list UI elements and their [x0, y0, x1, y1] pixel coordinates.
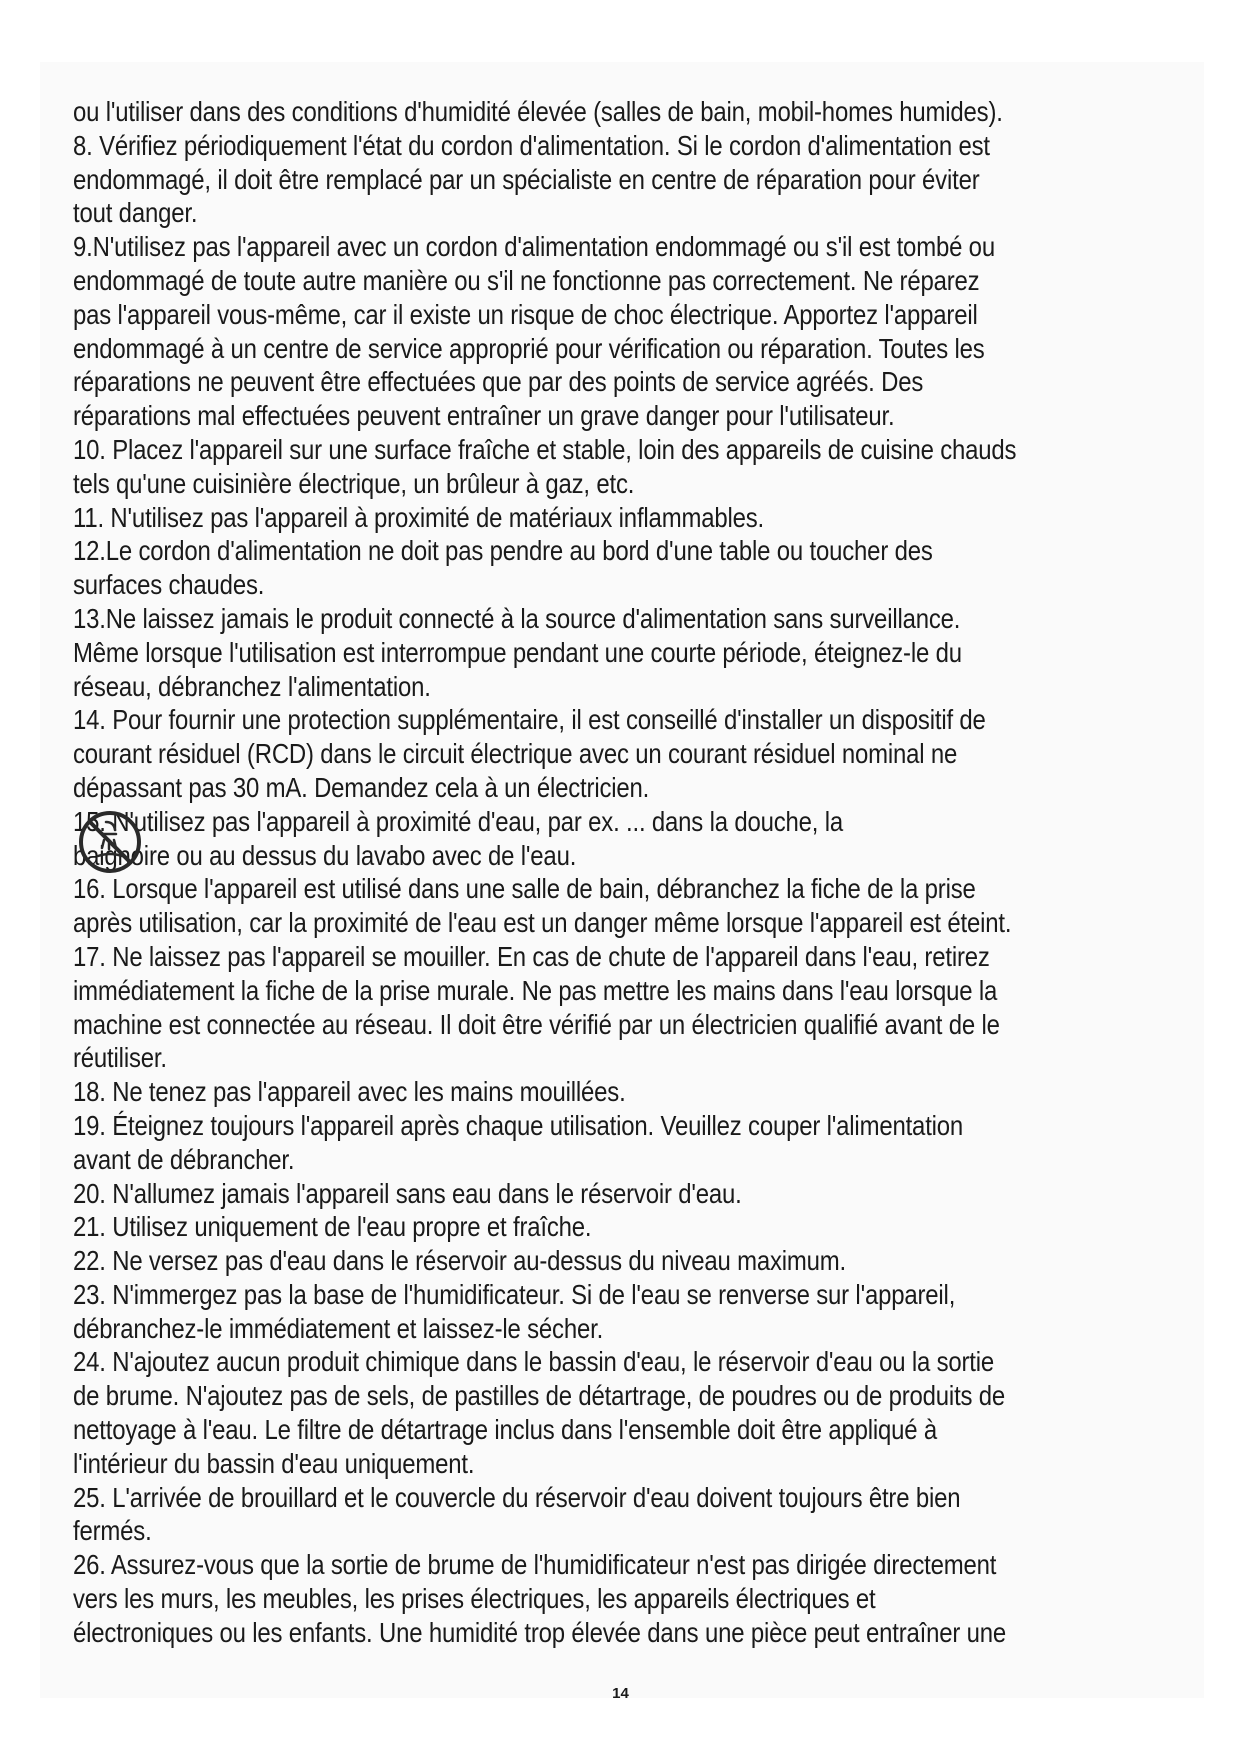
paragraph-14: 14. Pour fournir une protection supplémentaire, il est conseillé d'installer un dispositif de courant résiduel (RCD) dans le circuit électrique avec un courant résiduel nominal ne dépassant pas 30 mA. Demandez cela à un électricien.: [73, 704, 986, 803]
no-shower-icon: [76, 808, 144, 876]
paragraph-21: 21. Utilisez uniquement de l'eau propre et fraîche.: [73, 1211, 592, 1243]
paragraph-26: 26. Assurez-vous que la sortie de brume de l'humidificateur n'est pas dirigée directement vers les murs, les meubles, les prises électriques, les appareils électriques et électroniques ou les enfants. Une humidité trop élevée dans une pièce peut entraîner une: [73, 1549, 1007, 1648]
paragraph-15: 15. N'utilisez pas l'appareil à proximité d'eau, par ex. ... dans la douche, la ou au dessus du lavabo avec de l'eau.: [73, 805, 843, 871]
paragraph-9: 9.N'utilisez pas l'appareil avec un cordon d'alimentation endommagé ou s'il est tombé ou endommagé de toute autre manière ou s'il ne fonctionne pas correctement. Ne réparez pas l'appareil vous-même, car il existe un risque de choc électrique. Apportez l'appareil endommagé à un centre de service approprié pour vérification ou réparation. Toutes les réparations ne peuvent être effectuées que par des points de service agréés. Des réparations mal effectuées peuvent entraîner un grave danger pour l'utilisateur.: [73, 231, 995, 432]
paragraph-18: 18. Ne tenez pas l'appareil avec les mains mouillées.: [73, 1076, 626, 1108]
paragraph-7-continued: ou l'utiliser dans des conditions d'humidité élevée (salles de bain, mobil-homes humides).: [73, 96, 1003, 127]
paragraph-12: 12.Le cordon d'alimentation ne doit pas pendre au bord d'une table ou toucher des surfaces chaudes.: [73, 535, 933, 601]
paragraph-8: 8. Vérifiez périodiquement l'état du cordon d'alimentation. Si le cordon d'alimentation est endommagé, il doit être remplacé par un spécialiste en centre de réparation pour éviter tout danger.: [73, 129, 990, 229]
paragraph-22: 22. Ne versez pas d'eau dans le réservoir au-dessus du niveau maximum.: [73, 1245, 847, 1277]
paragraph-25: 25. L'arrivée de brouillard et le couvercle du réservoir d'eau doivent toujours être bien fermés.: [73, 1481, 961, 1547]
paragraph-13: 13.Ne laissez jamais le produit connecté à la source d'alimentation sans surveillance. Même lorsque l'utilisation est interrompue pendant une courte période, éteignez-le du réseau, débranchez l'alimentation.: [73, 602, 962, 702]
paragraph-17: 17. Ne laissez pas l'appareil se mouiller. En cas de chute de l'appareil dans l'eau, retirez immédiatement la fiche de la prise murale. Ne pas mettre les mains dans l'eau lorsque la machine est connectée au réseau. Il doit être vérifié par un électricien qualifié avant de le réutiliser.: [73, 940, 1000, 1074]
paragraph-11: 11. N'utilisez pas l'appareil à proximité de matériaux inflammables.: [73, 501, 765, 533]
page-number: 14: [612, 1685, 629, 1702]
safety-instructions-text: [73, 95, 1039, 1650]
paragraph-19: 19. Éteignez toujours l'appareil après chaque utilisation. Veuillez couper l'alimentation avant de débrancher.: [73, 1109, 964, 1175]
paragraph-10: 10. Placez l'appareil sur une surface fraîche et stable, loin des appareils de cuisine chauds tels qu'une cuisinière électrique, un brûleur à gaz, etc.: [73, 433, 1017, 499]
paragraph-16: 16. Lorsque l'appareil est utilisé dans une salle de bain, débranchez la fiche de la prise après utilisation, car la proximité de l'eau est un danger même lorsque l'appareil est éteint.: [73, 873, 1012, 939]
paragraph-23: 23. N'immergez pas la base de l'humidificateur. Si de l'eau se renverse sur l'appareil, débranchez-le immédiatement et laissez-le sécher.: [73, 1278, 956, 1344]
paragraph-20: 20. N'allumez jamais l'appareil sans eau dans le réservoir d'eau.: [73, 1177, 742, 1209]
paragraph-24: 24. N'ajoutez aucun produit chimique dans le bassin d'eau, le réservoir d'eau ou la sortie de brume. N'ajoutez pas de sels, de pastilles de détartrage, de poudres ou de produits de nettoyage à l'eau. Le filtre de détartrage inclus dans l'ensemble doit être appliqué à l'intérieur du bassin d'eau uniquement.: [73, 1346, 1006, 1479]
